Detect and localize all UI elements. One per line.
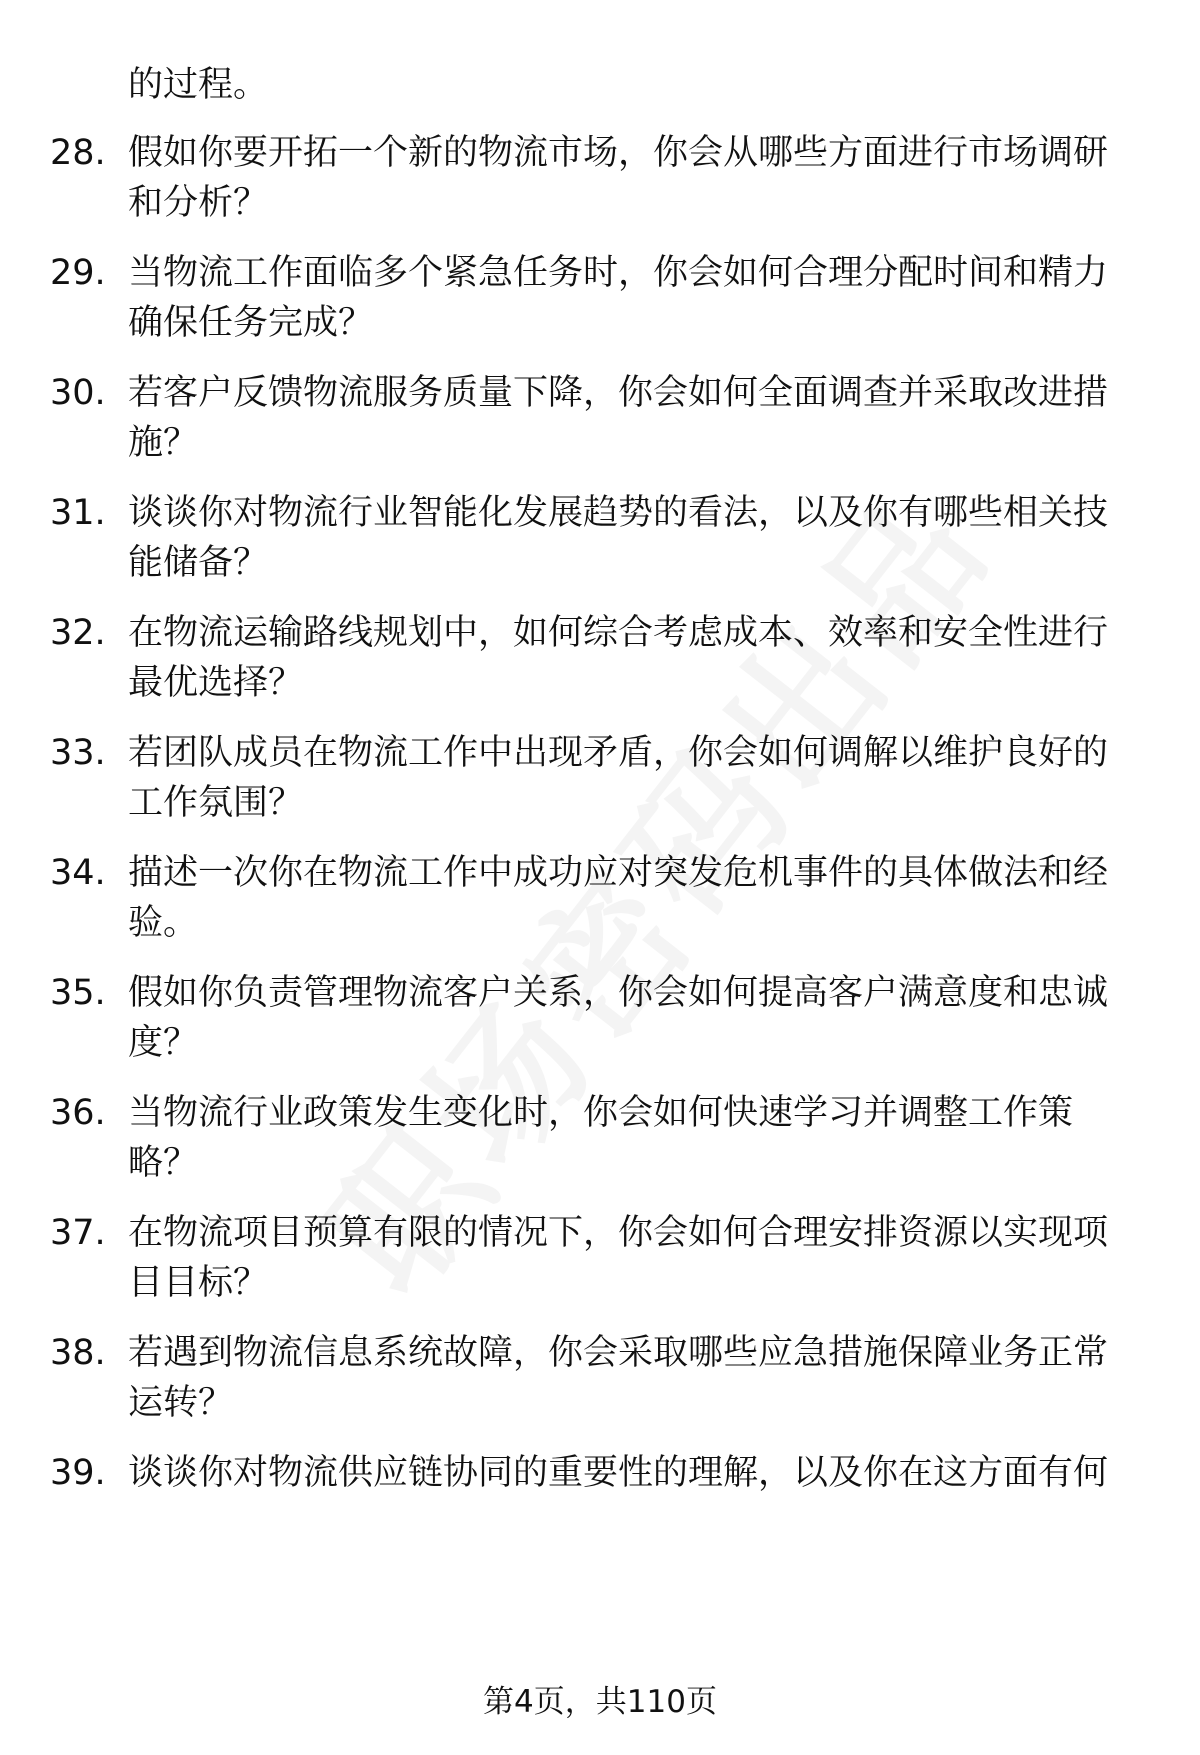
item-number: 31. [50,493,106,533]
item-number: 35. [50,973,106,1013]
item-number: 34. [50,853,106,893]
item-text: 在物流运输路线规划中，如何综合考虑成本、效率和安全性进行最优选择？ [128,613,1109,703]
item-text: 若遇到物流信息系统故障，你会采取哪些应急措施保障业务正常运转？ [128,1333,1109,1423]
item-text: 描述一次你在物流工作中成功应对突发危机事件的具体做法和经验。 [128,853,1109,943]
item-number: 28. [50,133,106,173]
item-number: 30. [50,373,106,413]
item-number: 39. [50,1453,106,1493]
item-number: 32. [50,613,106,653]
item-text: 当物流行业政策发生变化时，你会如何快速学习并调整工作策略？ [128,1093,1074,1183]
item-text: 谈谈你对物流行业智能化发展趋势的看法，以及你有哪些相关技能储备？ [128,493,1109,583]
item-text: 假如你要开拓一个新的物流市场，你会从哪些方面进行市场调研和分析？ [128,133,1109,223]
item-text: 假如你负责管理物流客户关系，你会如何提高客户满意度和忠诚度？ [128,973,1109,1063]
item-text: 若客户反馈物流服务质量下降，你会如何全面调查并采取改进措施？ [128,373,1109,463]
item-text: 在物流项目预算有限的情况下，你会如何合理安排资源以实现项目目标？ [128,1213,1109,1303]
item-number: 36. [50,1093,106,1133]
item-number: 29. [50,253,106,293]
item-text: 若团队成员在物流工作中出现矛盾，你会如何调解以维护良好的工作氛围？ [128,733,1109,823]
page-footer: 第4页，共110页 [483,1684,717,1720]
item-number: 37. [50,1213,106,1253]
item-number: 33. [50,733,106,773]
item-number: 38. [50,1333,106,1373]
item-text: 谈谈你对物流供应链协同的重要性的理解，以及你在这方面有何 [128,1453,1109,1493]
continuation-text: 的过程。 [128,65,269,105]
item-text: 当物流工作面临多个紧急任务时，你会如何合理分配时间和精力确保任务完成？ [128,253,1109,343]
